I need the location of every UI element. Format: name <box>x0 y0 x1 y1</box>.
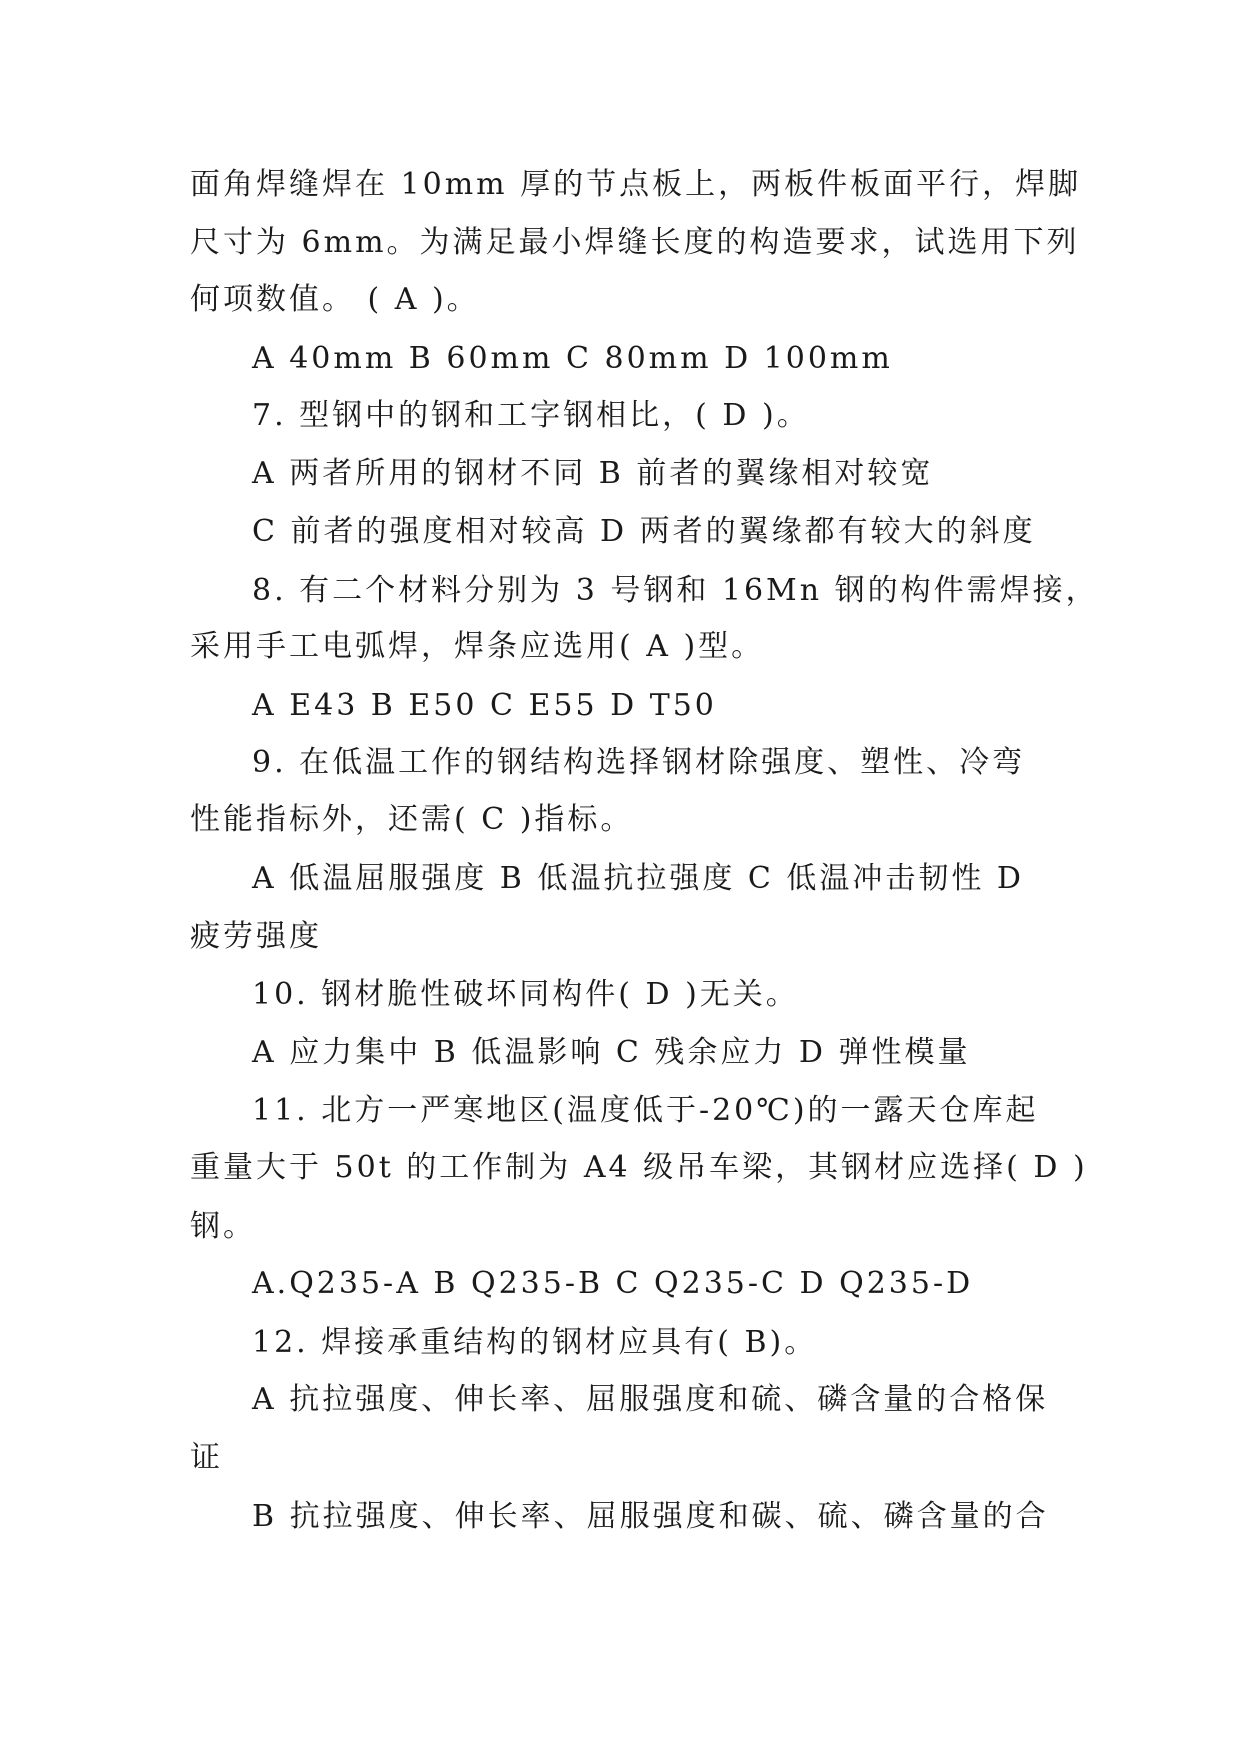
question-8-cont: 采用手工电弧焊，焊条应选用( A )型。 <box>190 629 765 664</box>
question-11-cont: 重量大于 50t 的工作制为 A4 级吊车梁，其钢材应选择( D ) <box>190 1150 1088 1185</box>
question-12: 12. 焊接承重结构的钢材应具有( B)。 <box>252 1325 818 1360</box>
text-line-1: 面角焊缝焊在 10mm 厚的节点板上，两板件板面平行，焊脚 <box>190 167 1082 202</box>
options-line-7b: C 前者的强度相对较高 D 两者的翼缘都有较大的斜度 <box>252 514 1036 549</box>
options-line-7a: A 两者所用的钢材不同 B 前者的翼缘相对较宽 <box>252 456 934 491</box>
question-10: 10. 钢材脆性破坏同构件( D )无关。 <box>252 977 799 1012</box>
question-9-cont: 性能指标外，还需( C )指标。 <box>190 802 634 837</box>
question-7: 7. 型钢中的钢和工字钢相比，( D )。 <box>252 398 810 433</box>
question-8: 8. 有二个材料分别为 3 号钢和 16Mn 钢的构件需焊接， <box>252 573 1099 608</box>
options-line-10: A 应力集中 B 低温影响 C 残余应力 D 弹性模量 <box>252 1035 971 1070</box>
options-line-8: A E43 B E50 C E55 D T50 <box>252 688 717 723</box>
options-line-6: A 40mm B 60mm C 80mm D 100mm <box>252 341 893 376</box>
text-line-3: 何项数值。 ( A )。 <box>190 282 480 317</box>
question-11: 11. 北方一严寒地区(温度低于-20℃)的一露天仓库起 <box>252 1093 1039 1128</box>
text-line-2: 尺寸为 6mm。为满足最小焊缝长度的构造要求，试选用下列 <box>190 225 1080 260</box>
question-11-end: 钢。 <box>190 1209 256 1244</box>
options-line-12a: A 抗拉强度、伸长率、屈服强度和硫、磷含量的合格保 <box>252 1382 1049 1417</box>
options-line-11: A.Q235-A B Q235-B C Q235-C D Q235-D <box>252 1266 974 1301</box>
options-line-9-cont: 疲劳强度 <box>190 919 322 954</box>
options-line-12a-cont: 证 <box>190 1440 223 1475</box>
options-line-12b: B 抗拉强度、伸长率、屈服强度和碳、硫、磷含量的合 <box>252 1499 1049 1534</box>
question-9: 9. 在低温工作的钢结构选择钢材除强度、塑性、冷弯 <box>252 745 1026 780</box>
options-line-9: A 低温屈服强度 B 低温抗拉强度 C 低温冲击韧性 D <box>252 861 1024 896</box>
